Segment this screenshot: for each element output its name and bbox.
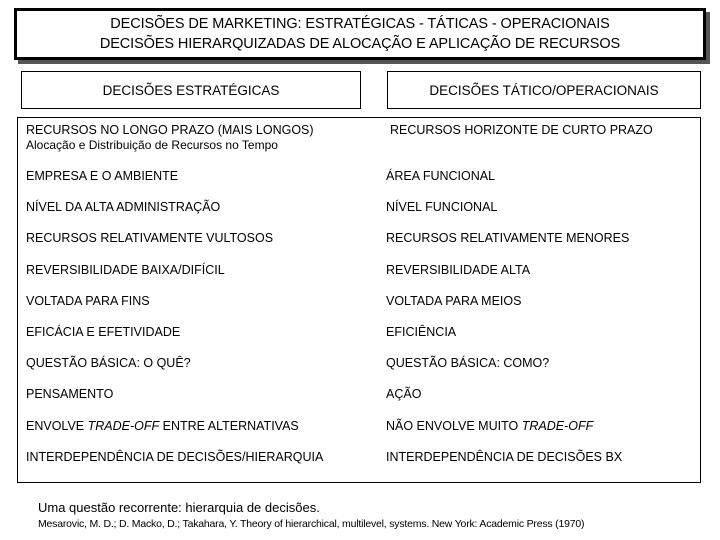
row-right: ÁREA FUNCIONAL (386, 169, 496, 183)
row-right: QUESTÃO BÁSICA: COMO? (386, 356, 550, 370)
tradeoff-right (386, 419, 593, 433)
row-right: AÇÃO (386, 387, 422, 401)
row-left: VOLTADA PARA FINS (26, 294, 150, 308)
row-left: EMPRESA E O AMBIENTE (26, 169, 179, 183)
title-line-2: DECISÕES HIERARQUIZADAS DE ALOCAÇÃO E APLICAÇÃO DE RECURSOS (99, 36, 621, 52)
tradeoff-left (26, 419, 299, 433)
tradeoff-left-prefix: ENVOLVE (26, 419, 88, 433)
row-left: QUESTÃO BÁSICA: O QUÊ? (26, 356, 191, 370)
tradeoff-right-prefix: NÃO ENVOLVE MUITO (386, 419, 522, 433)
intro-left-line1: RECURSOS NO LONGO PRAZO (MAIS LONGOS) (26, 123, 314, 137)
last-row-left: INTERDEPENDÊNCIA DE DECISÕES/HIERARQUIA (26, 450, 324, 464)
footer-reference: Mesarovic, M. D.; D. Macko, D.; Takahara, Y. Theory of hierarchical, multilevel, systems. New York: Academic Press (1970) (38, 518, 585, 530)
header-tactical (387, 71, 701, 109)
header-tactical-label: DECISÕES TÁTICO/OPERACIONAIS (429, 82, 659, 98)
row-right: EFICIÊNCIA (386, 325, 457, 339)
header-strategic (21, 71, 361, 109)
header-strategic-label: DECISÕES ESTRATÉGICAS (102, 82, 280, 98)
tradeoff-left-suffix: ENTRE ALTERNATIVAS (159, 419, 299, 433)
row-left: PENSAMENTO (26, 387, 114, 401)
row-left: RECURSOS RELATIVAMENTE VULTOSOS (26, 231, 274, 245)
row-right: RECURSOS RELATIVAMENTE MENORES (386, 231, 630, 245)
row-right: VOLTADA PARA MEIOS (386, 294, 522, 308)
title-line-1: DECISÕES DE MARKETING: ESTRATÉGICAS - TÁTICAS - OPERACIONAIS (110, 16, 610, 32)
tradeoff-left-italic: TRADE-OFF (87, 419, 160, 433)
row-right: NÍVEL FUNCIONAL (386, 200, 498, 214)
tradeoff-right-italic: TRADE-OFF (521, 419, 594, 433)
last-row-right: INTERDEPENDÊNCIA DE DECISÕES BX (386, 450, 623, 464)
row-left: REVERSIBILIDADE BAIXA/DIFÍCIL (26, 263, 225, 277)
footer-note: Uma questão recorrente: hierarquia de decisões. (38, 500, 320, 515)
row-left: EFICÁCIA E EFETIVIDADE (26, 325, 181, 339)
intro-right-line1: RECURSOS HORIZONTE DE CURTO PRAZO (390, 123, 653, 137)
intro-left-line2: Alocação e Distribuição de Recursos no Tempo (26, 138, 278, 152)
title-box (14, 8, 706, 60)
row-right: REVERSIBILIDADE ALTA (386, 263, 531, 277)
row-left: NÍVEL DA ALTA ADMINISTRAÇÃO (26, 200, 221, 214)
comparison-table (17, 117, 701, 483)
